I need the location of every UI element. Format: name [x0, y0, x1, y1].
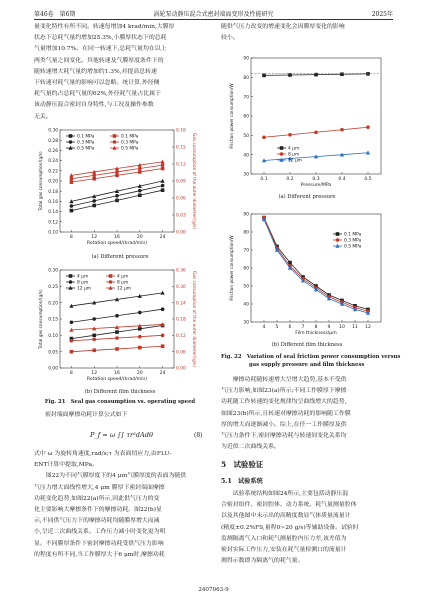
- right-bottom-line: 以及其他图中未示出的高精度数显气体质量流量计: [221, 513, 351, 520]
- y2-tick-label: 0.12: [176, 333, 186, 339]
- data-point: [92, 174, 96, 178]
- y-tick-label: 0.05: [48, 350, 58, 356]
- x-tick-label: 24: [159, 371, 166, 376]
- y-axis-label: Friction power consumption/W: [230, 83, 235, 149]
- y2-tick-label: 0.30: [176, 284, 186, 290]
- legend-marker: [336, 232, 340, 236]
- data-point: [366, 72, 370, 76]
- right-mid-line: 气压力条件下,密封摩擦功耗与转速间变化关系均: [221, 433, 347, 440]
- x-tick-label: 8: [69, 235, 73, 240]
- fig21a-caption: (a) Different pressure: [91, 254, 149, 260]
- fig21b-caption: (b) Different film thickness: [84, 389, 156, 395]
- y2-tick-label: 0.03: [176, 213, 186, 219]
- data-point: [288, 133, 292, 137]
- data-point: [161, 344, 165, 348]
- y-tick-label: 30: [243, 320, 249, 326]
- y2-tick-label: 0.18: [176, 128, 186, 134]
- y-tick-label: 0.30: [48, 128, 58, 134]
- y-tick-label: 0.20: [48, 301, 58, 307]
- legend-marker: [336, 238, 340, 242]
- y2-tick-label: 0.00: [176, 366, 186, 372]
- y2-axis-label: Gas consumption of the outer diameter/(g/s): [191, 132, 196, 230]
- y-axis-label: Friction power consumption/W: [230, 235, 235, 301]
- x-tick-label: 16: [114, 371, 120, 376]
- right-mid-paragraph: [221, 375, 393, 453]
- y2-tick-label: 0.06: [176, 350, 186, 356]
- left-bottom-line: 的程度有所不同,当工作膜厚大于6 μm时,摩擦功耗: [34, 551, 165, 558]
- y-tick-label: 80: [243, 230, 249, 236]
- legend-label: 12 μm: [77, 286, 92, 292]
- legend-marker: [280, 146, 284, 150]
- legend-marker: [280, 152, 284, 156]
- data-point: [161, 179, 165, 183]
- right-mid-line: 厚的增大而逐渐减小。综上,在任一工作膜厚及供: [221, 421, 347, 428]
- data-point: [366, 125, 370, 129]
- x-tick-label: 7: [301, 325, 305, 330]
- x-tick-label: 0.4: [338, 177, 346, 182]
- data-point: [92, 177, 96, 181]
- y2-tick-label: 0.24: [176, 301, 186, 307]
- left-bottom-line: 式中 ω 为旋转角速度,rad/s;τ 为表面切应力,由FLU-: [34, 451, 172, 457]
- data-point: [115, 336, 119, 340]
- right-bottom-line: 监测隔离气入口和耗气测量腔内压力差,该差值为: [221, 535, 347, 542]
- legend-label: 0.1 MPa: [344, 232, 362, 238]
- page-number: 2407063-9: [198, 587, 229, 593]
- fig21a-chart: [34, 124, 206, 250]
- legend-label: 0.1 MPa: [121, 134, 139, 140]
- fig22b-caption: (b) Different film thickness: [271, 342, 343, 348]
- subsection-5-1-heading: 5.1 试验系统: [221, 478, 263, 485]
- y-tick-label: 70: [243, 95, 249, 101]
- x-tick-label: 4: [262, 325, 266, 330]
- fig22b-chart: [221, 210, 393, 340]
- plot-frame: [251, 214, 381, 322]
- right-top-paragraph: [221, 22, 393, 44]
- legend-marker: [69, 280, 73, 284]
- x-tick-label: 10: [339, 325, 345, 330]
- data-point: [262, 74, 266, 78]
- left-bottom-line: 气压力增大面线性增大,4 μm 膜厚下密封端面摩擦: [34, 484, 165, 491]
- right-mid-line: 功耗随工作转速的变化规律均呈曲线增大的趋势,: [221, 399, 347, 406]
- x-tick-label: 5: [275, 325, 279, 330]
- legend-marker: [69, 134, 73, 138]
- legend-label: 8 μm: [77, 280, 89, 286]
- data-point: [92, 349, 96, 353]
- data-point: [138, 346, 142, 350]
- fig21-caption: Fig. 21 Seal gas consumption vs. operating speed: [44, 399, 196, 405]
- data-point: [262, 135, 266, 139]
- data-point: [115, 314, 119, 318]
- x-tick-label: 20: [136, 371, 143, 376]
- data-point: [161, 184, 165, 188]
- y-axis-label: Total gas consumption/(g/s): [39, 151, 44, 211]
- data-point: [138, 311, 142, 315]
- right-bottom-line: 密封实际工作压力,安装在耗气量检测口的流量计: [221, 547, 347, 554]
- y-tick-label: 0.22: [48, 169, 58, 175]
- y-tick-label: 40: [243, 302, 249, 308]
- data-point: [92, 338, 96, 342]
- left-top-line: 气量增加10.7%。在同一转速下,总耗气量均在以上: [34, 46, 167, 53]
- legend-label: 0.1 MPa: [77, 134, 95, 140]
- left-top-line: 随转速增大耗气量约增加约1.3%,对提高总转速: [34, 68, 157, 75]
- y-tick-label: 80: [243, 75, 249, 81]
- y-tick-label: 0.10: [48, 230, 58, 236]
- y2-tick-label: 0.18: [176, 317, 186, 323]
- y-tick-label: 0.26: [48, 149, 58, 154]
- legend-label: 4 μm: [77, 274, 89, 280]
- y2-tick-label: 0.36: [176, 268, 186, 274]
- x-tick-label: 0.3: [312, 177, 320, 182]
- data-point: [70, 209, 74, 213]
- left-top-paragraph: [34, 22, 206, 123]
- data-point: [70, 180, 74, 184]
- legend-label: 8 μm: [117, 280, 129, 286]
- data-point: [161, 160, 165, 164]
- data-point: [92, 199, 96, 203]
- data-point: [340, 72, 344, 76]
- right-mid-line: 为近似二次曲线关系。: [221, 444, 280, 451]
- y-tick-label: 0.18: [48, 189, 58, 195]
- left-top-line: 耗气量约占总耗气量的62%,外径耗气量占比属于: [34, 91, 161, 98]
- x-tick-label: 16: [114, 235, 120, 240]
- data-point: [92, 317, 96, 321]
- x-tick-label: 8: [69, 371, 73, 376]
- fig21b-chart: [34, 266, 206, 386]
- data-point: [70, 204, 74, 208]
- y-tick-label: 0.12: [48, 220, 58, 226]
- legend-label: 4 μm: [117, 274, 129, 280]
- x-tick-label: 0.1: [260, 177, 268, 182]
- y-tick-label: 90: [243, 212, 249, 218]
- y2-axis-label: Gas consumption of the outer diameter/(g/s): [191, 270, 196, 368]
- y-tick-label: 0.24: [48, 159, 58, 165]
- data-point: [138, 193, 142, 197]
- equation: P_f = ω ∫∫ τr²dAdθ: [90, 431, 153, 439]
- y-axis-label: Total gas consumption/(g/s): [39, 289, 44, 349]
- data-point: [161, 188, 165, 192]
- y-tick-label: 0.20: [48, 179, 58, 185]
- right-bottom-line: 测得示数即为隔离气的耗气量。: [221, 558, 304, 565]
- y2-tick-label: 0.06: [176, 196, 186, 202]
- year: 2025年: [371, 11, 393, 18]
- y-tick-label: 0.30: [48, 268, 58, 274]
- x-tick-label: 11: [352, 325, 358, 330]
- x-tick-label: 8: [314, 325, 318, 330]
- right-mid-line: 摩擦功耗随转速增大呈增大趋势,基本不受供: [221, 377, 347, 383]
- y-tick-label: 70: [243, 248, 249, 254]
- left-bottom-line: 小,呈近二次曲线关系。工作压力减小时变化更为明: [34, 529, 166, 536]
- right-bottom-line: (精度±0.2%FS,量程0~20 g/s)等辅助设备。试验时: [221, 524, 359, 531]
- data-point: [161, 307, 165, 311]
- legend-label: 4 μm: [288, 146, 300, 152]
- data-point: [115, 174, 119, 178]
- data-point: [70, 339, 74, 343]
- right-top-line: 较小。: [221, 35, 239, 42]
- x-tick-label: 24: [159, 235, 166, 240]
- legend-marker: [113, 140, 117, 144]
- y-tick-label: 0.14: [48, 210, 58, 216]
- data-point: [138, 335, 142, 339]
- data-point: [314, 130, 318, 134]
- data-point: [138, 170, 142, 174]
- right-mid-line: 如图23(b)所示,且转速对摩擦功耗的影响随工作膜: [221, 410, 351, 417]
- x-tick-label: 20: [136, 235, 143, 240]
- right-bottom-line: 试验系统结构如图24所示,主要包括动静压混: [221, 491, 349, 497]
- legend-label: 0.5 MPa: [77, 146, 95, 152]
- y-tick-label: 50: [243, 133, 249, 139]
- y-tick-label: 60: [243, 266, 249, 272]
- legend-label: 0.5 MPa: [121, 146, 139, 152]
- fig22-caption: Fig. 22 Variation of seal friction power consumption versus gas supply pressure and film thickness: [221, 354, 401, 368]
- y-tick-label: 0.00: [48, 366, 58, 372]
- data-point: [115, 199, 119, 203]
- y-tick-label: 0.10: [48, 333, 58, 339]
- data-point: [92, 334, 96, 338]
- y-tick-label: 60: [243, 114, 249, 120]
- left-bottom-line: 图22为不同气膜厚度下的4 μm气膜厚度的表面为随供: [34, 473, 187, 480]
- legend-label: 0.3 MPa: [344, 238, 362, 244]
- data-point: [288, 73, 292, 77]
- x-tick-label: 6: [288, 325, 292, 330]
- data-point: [70, 177, 74, 181]
- x-tick-label: 12: [365, 325, 371, 330]
- left-bottom-line: ENT计算中提取,MPa。: [34, 462, 98, 469]
- data-point: [92, 204, 96, 208]
- y2-tick-label: 0.12: [176, 162, 186, 168]
- data-point: [340, 128, 344, 132]
- legend-marker: [109, 280, 113, 284]
- equation-number: (8): [194, 432, 203, 439]
- y2-tick-label: 0.15: [176, 145, 186, 151]
- fig22a-chart: [221, 52, 393, 192]
- left-top-line: 该动静压混合密封自身特性,与工况及操作参数: [34, 102, 154, 109]
- section-5-heading: 5 试验验证: [221, 460, 264, 469]
- y-tick-label: 0.15: [48, 317, 58, 323]
- legend-marker: [113, 134, 117, 138]
- x-tick-label: 12: [91, 371, 98, 376]
- left-bottom-line: 功耗变化趋势,如图22(a)所示,因此供气压力的变: [34, 495, 160, 502]
- legend-label: 0.3 MPa: [77, 140, 95, 146]
- data-point: [138, 167, 142, 171]
- legend-label: 0.3 MPa: [121, 140, 139, 146]
- right-top-line: 随供气压力改变的增速变化会因膜厚变化的影响: [221, 24, 345, 30]
- x-axis-label: Film thickness/μm: [295, 331, 337, 336]
- left-bottom-paragraph: [34, 449, 206, 561]
- data-point: [115, 194, 119, 198]
- data-point: [115, 170, 119, 174]
- right-mid-line: 气压力影响,如图23(a)所示;不同工作膜厚下摩擦: [221, 388, 347, 395]
- data-point: [161, 291, 165, 295]
- y2-tick-label: 0.09: [176, 179, 186, 185]
- fig22a-caption: (a) Different pressure: [278, 194, 336, 200]
- data-point: [161, 334, 165, 338]
- legend-marker: [69, 140, 73, 144]
- left-top-line: 下转速对耗气量的影响可以忽略。统计算,外径侧: [34, 80, 160, 87]
- left-bottom-line: 显。不同膜厚条件下密封摩擦功耗受供气压力影响: [34, 540, 164, 547]
- y2-tick-label: 0.00: [176, 230, 186, 236]
- data-point: [115, 330, 119, 334]
- left-mid-paragraph: 密封端面摩擦功耗计算公式如下: [45, 412, 128, 418]
- right-bottom-paragraph: [221, 489, 393, 567]
- page-header: [0, 0, 427, 20]
- x-tick-label: 0.2: [286, 177, 294, 182]
- series-line: [264, 218, 368, 310]
- left-bottom-line: 化主要影响大摩擦条件下的摩擦功耗。图22(b)显: [34, 507, 162, 514]
- y-tick-label: 40: [243, 153, 249, 159]
- y-tick-label: 0.25: [48, 284, 58, 290]
- y-tick-label: 0.28: [48, 138, 58, 144]
- x-tick-label: 12: [91, 235, 98, 240]
- data-point: [70, 350, 74, 354]
- header-rule: [34, 19, 393, 20]
- left-top-line: 量变化特性有所不同。转速每增加4 krad/min,大膜厚: [34, 24, 175, 30]
- legend-label: 8 μm: [288, 152, 300, 158]
- y-tick-label: 30: [243, 172, 249, 178]
- y-tick-label: 0.16: [48, 200, 58, 205]
- data-point: [115, 347, 119, 351]
- legend-marker: [69, 274, 73, 278]
- legend-label: 0.5 MPa: [344, 244, 362, 250]
- legend-marker: [109, 274, 113, 278]
- data-point: [161, 163, 165, 167]
- y-tick-label: 90: [243, 56, 249, 62]
- x-axis-label: Rotation speed/(krad/min): [86, 377, 148, 382]
- volume-issue: 第46卷 第6期: [34, 11, 76, 18]
- data-point: [138, 189, 142, 193]
- data-point: [161, 167, 165, 171]
- x-axis-label: Rotation speed/(krad/min): [86, 241, 148, 246]
- left-bottom-line: 示,不同供气压力下的摩擦功耗均随膜厚增大而减: [34, 518, 160, 525]
- right-bottom-line: 合密封组件、密封腔体、动力系统、耗气量测量腔体: [221, 502, 357, 509]
- left-top-line: 两类气量之间变化。其他转速及气膜厚度条件下的: [34, 57, 164, 64]
- y-tick-label: 50: [243, 284, 249, 290]
- legend-label: 12 μm: [288, 158, 303, 164]
- left-top-line: 状态下总耗气量约增加25.3%,小膜厚状态下的总耗: [34, 35, 167, 42]
- x-axis-label: Pressure/MPa: [300, 183, 332, 188]
- running-title: 涡轮泵动静压混合式密封端面变形及性能研究: [153, 11, 274, 18]
- left-top-line: 无关。: [34, 113, 52, 120]
- x-tick-label: 9: [327, 325, 331, 330]
- x-tick-label: 0.5: [364, 177, 372, 182]
- data-point: [70, 320, 74, 324]
- legend-label: 12 μm: [117, 286, 132, 292]
